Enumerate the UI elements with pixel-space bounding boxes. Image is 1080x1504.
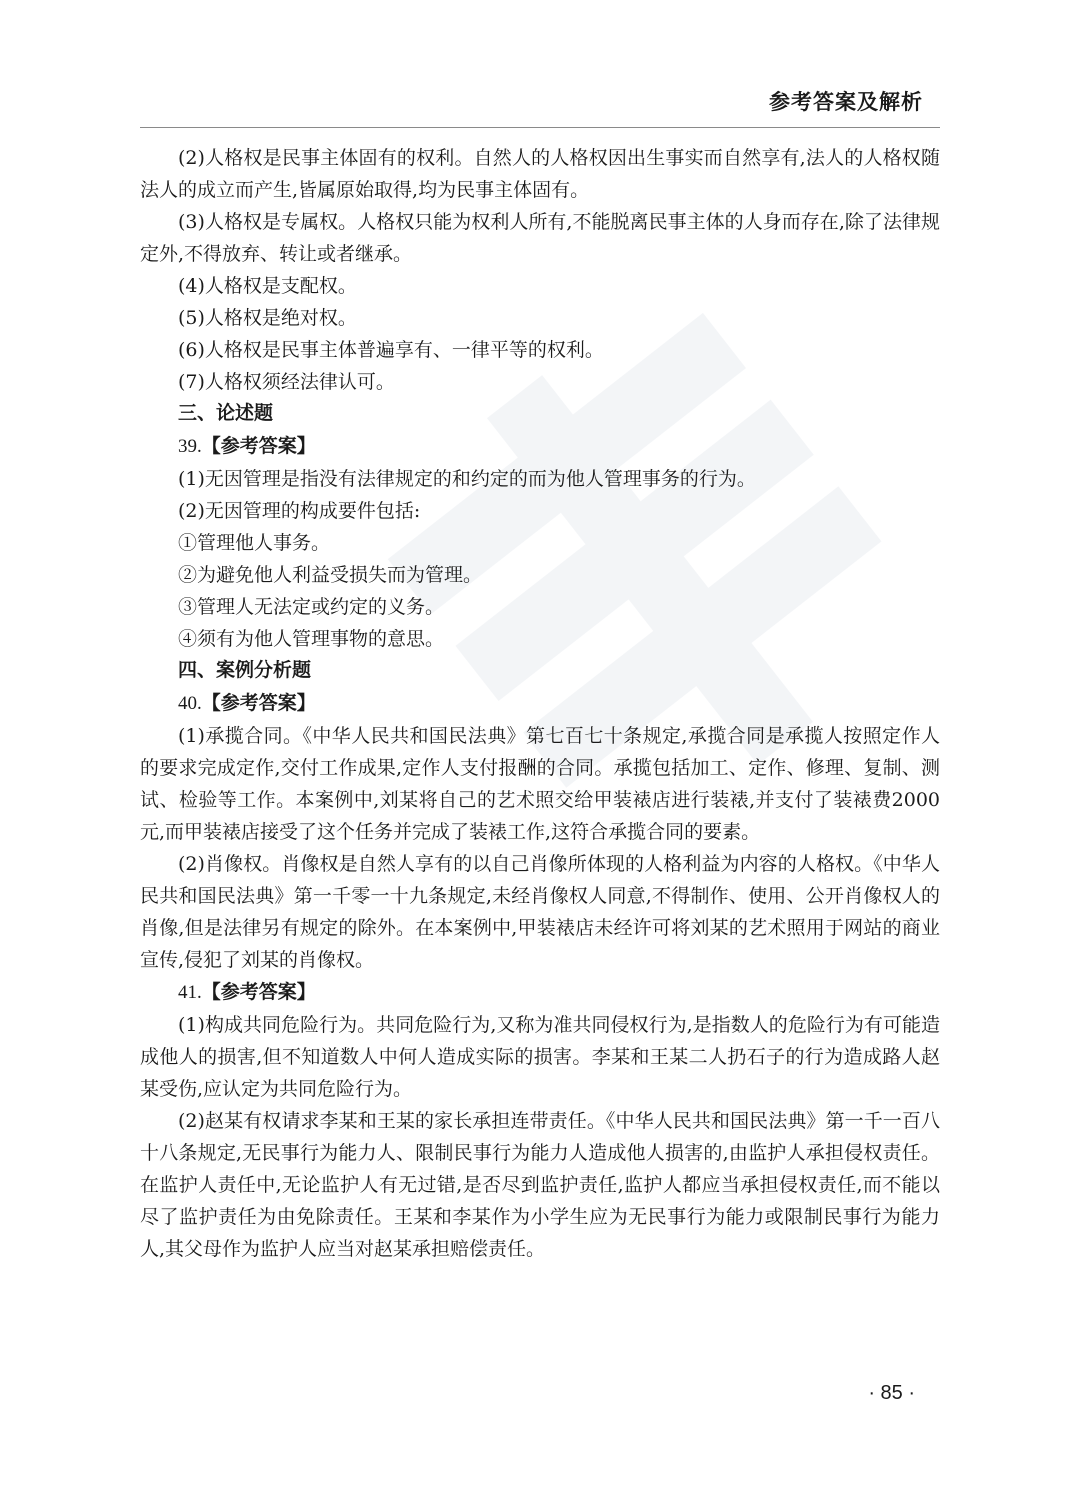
list-item: (7)人格权须经法律认可。 (178, 371, 395, 393)
answer-label: 【参考答案】 (201, 436, 316, 457)
paragraph: (1)承揽合同。《中华人民共和国民法典》第七百七十条规定,承揽合同是承揽人按照定作人的要求完成定作,交付工作成果,定作人支付报酬的合同。承揽包括加工、定作、修理、复制、测试、检验等工作。本案例中,刘某将自己的艺术照交给甲装裱店进行装裱,并支付了装裱费2000元,而甲装裱店接受了这个任务并完成了装裱工作,这符合承揽合同的要素。 (140, 725, 940, 843)
paragraph: (2)赵某有权请求李某和王某的家长承担连带责任。《中华人民共和国民法典》第一千一百八十八条规定,无民事行为能力人、限制民事行为能力人造成他人损害的,由监护人承担侵权责任。在监护人责任中,无论监护人有无过错,是否尽到监护责任,监护人都应当承担侵权责任,而不能以尽了监护责任为由免除责任。王某和李某作为小学生应为无民事行为能力或限制民事行为能力人,其父母作为监护人应当对赵某承担赔偿责任。 (140, 1110, 940, 1260)
question-number: 41. (178, 982, 202, 1003)
header-rule (140, 127, 940, 128)
section-heading: 三、论述题 (178, 403, 274, 424)
paragraph: (1)构成共同危险行为。共同危险行为,又称为准共同侵权行为,是指数人的危险行为有可能造成他人的损害,但不知道数人中何人造成实际的损害。李某和王某二人扔石子的行为造成路人赵某受伤,应认定为共同危险行为。 (140, 1014, 940, 1100)
list-item: ③管理人无法定或约定的义务。 (178, 596, 445, 618)
question-number: 40. (178, 693, 202, 714)
answer-heading (140, 976, 940, 1009)
list-item: ②为避免他人利益受损失而为管理。 (178, 564, 483, 586)
list-item: (6)人格权是民事主体普遍享有、一律平等的权利。 (178, 339, 604, 361)
paragraph: (2)人格权是民事主体固有的权利。自然人的人格权因出生事实而自然享有,法人的人格权随法人的成立而产生,皆属原始取得,均为民事主体固有。 (140, 147, 940, 201)
paragraph: (3)人格权是专属权。人格权只能为权利人所有,不能脱离民事主体的人身而存在,除了法律规定外,不得放弃、转让或者继承。 (140, 211, 940, 265)
document-body (140, 142, 940, 1265)
answer-label: 【参考答案】 (201, 982, 316, 1003)
list-item: (4)人格权是支配权。 (178, 275, 357, 297)
answer-heading (140, 430, 940, 463)
question-number: 39. (178, 436, 202, 457)
section-heading: 四、案例分析题 (178, 660, 312, 681)
running-header: 参考答案及解析 (769, 91, 923, 114)
list-item: (1)无因管理是指没有法律规定的和约定的而为他人管理事务的行为。 (178, 468, 756, 490)
list-item: ①管理他人事务。 (178, 532, 331, 554)
answer-label: 【参考答案】 (201, 693, 316, 714)
answer-heading (140, 687, 940, 720)
list-item: (2)无因管理的构成要件包括: (178, 500, 421, 522)
list-item: ④须有为他人管理事物的意思。 (178, 628, 445, 650)
paragraph: (2)肖像权。肖像权是自然人享有的以自己肖像所体现的人格利益为内容的人格权。《中华人民共和国民法典》第一千零一十九条规定,未经肖像权人同意,不得制作、使用、公开肖像权人的肖像,但是法律另有规定的除外。在本案例中,甲装裱店未经许可将刘某的艺术照用于网站的商业宣传,侵犯了刘某的肖像权。 (140, 853, 940, 971)
list-item: (5)人格权是绝对权。 (178, 307, 357, 329)
page-number: · 85 · (868, 1382, 915, 1404)
